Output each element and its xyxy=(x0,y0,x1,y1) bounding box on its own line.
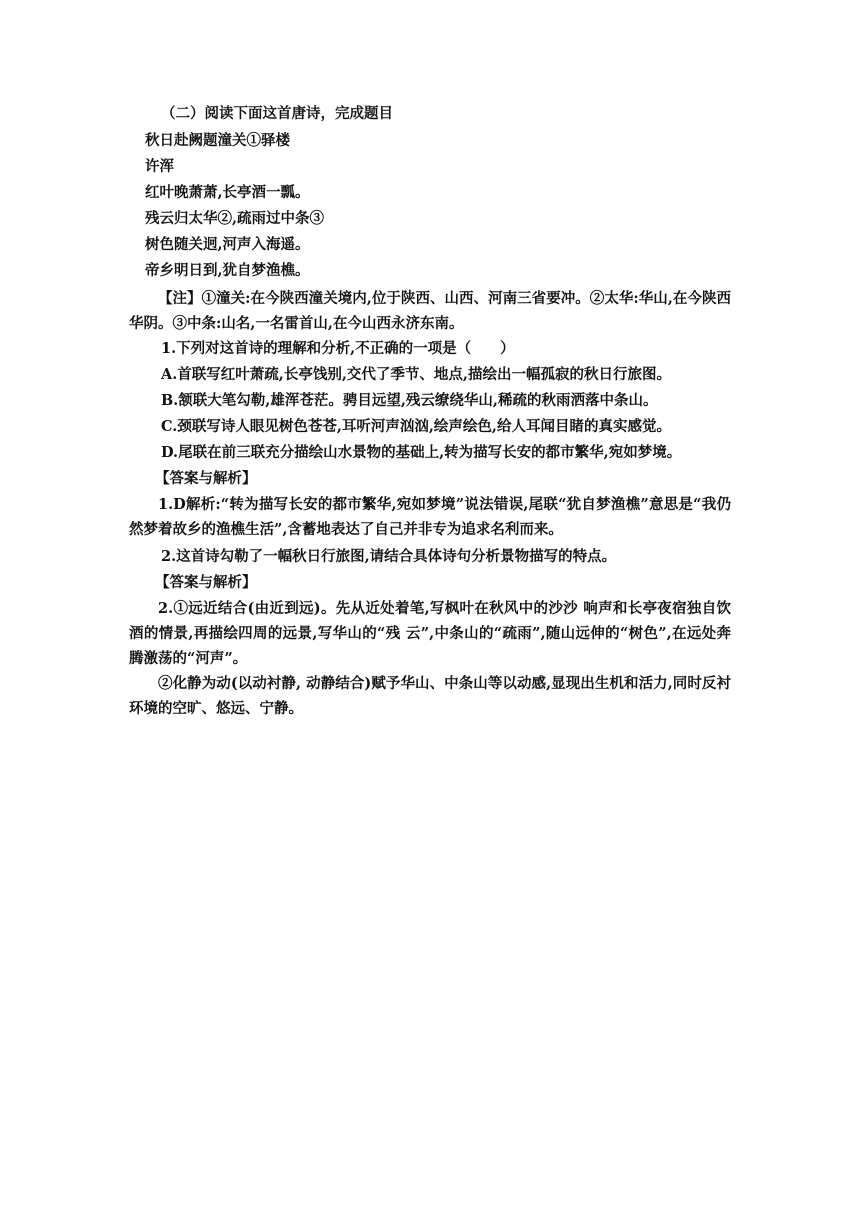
question-1-stem: 1.下列对这首诗的理解和分析,不正确的一项是（ ） xyxy=(161,340,515,357)
poem-notes: 【注】①潼关:在今陕西潼关境内,位于陕西、山西、河南三省要冲。②太华:华山,在今陕西华阴。③中条:山名,一名雷首山,在今山西永济东南。 xyxy=(129,290,731,332)
question-1-option-b: B.颔联大笔勾勒,雄浑苍茫。骋目远望,残云缭绕华山,稀疏的秋雨洒落中条山。 xyxy=(161,392,658,409)
poem-line-2: 残云归太华②,疏雨过中条③ xyxy=(145,210,325,227)
poem-line-3: 树色随关迥,河声入海遥。 xyxy=(145,236,310,253)
poem-line-4: 帝乡明日到,犹自梦渔樵。 xyxy=(145,262,310,279)
poem-title: 秋日赴阙题潼关①驿楼 xyxy=(145,132,290,149)
section-heading: （二）阅读下面这首唐诗，完成题目 xyxy=(161,105,393,122)
question-1-option-d: D.尾联在前三联充分描绘山水景物的基础上,转为描写长安的都市繁华,宛如梦境。 xyxy=(161,444,682,461)
document-page xyxy=(129,100,731,721)
question-1-option-a: A.首联写红叶萧疏,长亭饯别,交代了季节、地点,描绘出一幅孤寂的秋日行旅图。 xyxy=(161,366,671,383)
answer-2-paragraph-1: 2.①远近结合(由近到远)。先从近处着笔,写枫叶在秋风中的沙沙 响声和长亭夜宿独自饮酒的情景,再描绘四周的远景,写华山的“残 云”,中条山的“疏雨”,随山远伸的“树色”,在远处奔腾激荡的“河声”。 xyxy=(129,600,731,667)
poem-author: 许浑 xyxy=(145,158,174,175)
answer-2-paragraph-2: ②化静为动(以动衬静, 动静结合)赋予华山、中条山等以动感,显现出生机和活力,同时反衬环境的空旷、悠远、宁静。 xyxy=(129,675,731,717)
question-2-stem: 2.这首诗勾勒了一幅秋日行旅图,请结合具体诗句分析景物描写的特点。 xyxy=(161,548,617,565)
question-1-option-c: C.颈联写诗人眼见树色苍苍,耳听河声汹汹,绘声绘色,给人耳闻目睹的真实感觉。 xyxy=(161,418,671,435)
answer-1-text: 1.D解析:“转为描写长安的都市繁华,宛如梦境”说法错误,尾联“犹自梦渔樵”意思是“我仍然梦着故乡的渔樵生活”,含蓄地表达了自己并非专为追求名利而来。 xyxy=(129,496,731,538)
answer-header-2: 【答案与解析】 xyxy=(155,574,257,591)
poem-line-1: 红叶晚萧萧,长亭酒一瓢。 xyxy=(145,184,310,201)
answer-header-1: 【答案与解析】 xyxy=(155,470,257,487)
